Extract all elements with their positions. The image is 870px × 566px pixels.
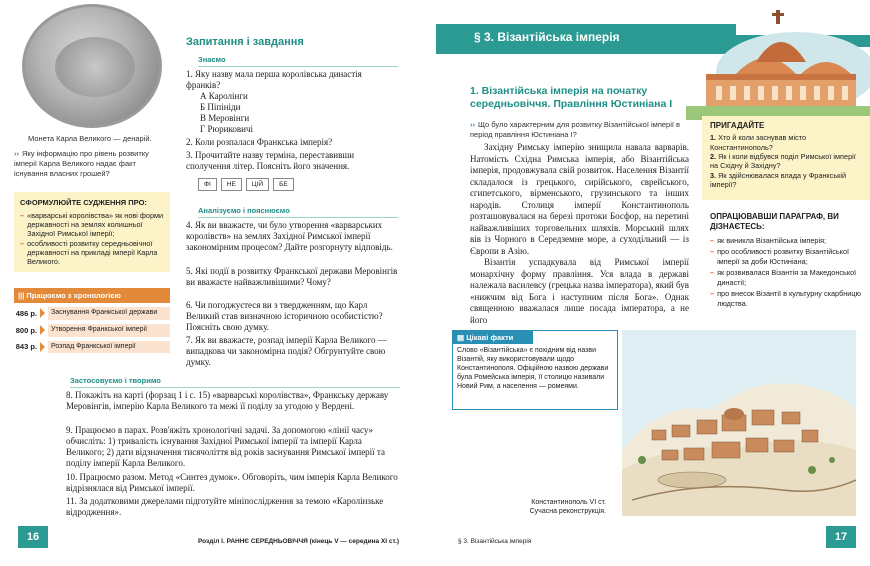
chronology-icon: ||| <box>18 291 25 300</box>
coin-question: ›› Яку інформацію про рівень розвитку імперії Карла Великого надає факт існування власних грошей? <box>14 149 149 178</box>
question-3: 3. Прочитайте назву терміна, переставивши сполучення літер. Поясніть його значення. <box>186 150 355 171</box>
constantinople-illustration <box>622 330 856 516</box>
coin-caption: Монета Карла Великого — денарій. <box>28 134 152 143</box>
question-11: 11. За додатковими джерелами підготуйте мініпослідження за темою «Каролінзьке відродження». <box>66 496 384 517</box>
analyze-label: Аналізуємо і пояснюємо <box>198 206 290 215</box>
remember-box <box>702 116 870 200</box>
tag: ЦІЙ <box>246 178 269 191</box>
remember-title: ПРИГАДАЙТЕ <box>710 121 765 130</box>
judgement-title: СФОРМУЛЮЙТЕ СУДЖЕННЯ ПРО: <box>20 198 147 207</box>
apply-label: Застосовуємо і творимо <box>70 376 161 385</box>
hagia-sophia-illustration <box>686 2 870 120</box>
question-9: 9. Працюємо в парах. Розв'яжіть хронологічні задачі. За допомогою «лінії часу» обчисліть: 1) тривалість існування Західної Римської імперії та імперії Карла Великого; 2) дати відзначення тисячоліття від років заснування Римської імперії та поділу імперії Карла Великого. <box>66 425 385 468</box>
learn-box <box>702 212 870 310</box>
list-item: 2. Як і коли відбувся поділ Римської імперії на Східну й Західну? <box>710 151 856 171</box>
question-5: 5. Які події в розвитку Франкської держави Меровінгів ви вважаєте найважливішими? Чому? <box>186 266 398 287</box>
page-number: 16 <box>18 526 48 548</box>
paragraph: Західну Римську імперію знищила навала варварів. Натомість Східна Римська імперія, або Візантійська імперія, продовжувала свій розвиток. Населення Візантії складалося із грецького, сирійського, єврейського, єгипетського, вірменського, грузинського та інших народів. Столиця імперії Константинополь розташовувалася на березі протоки Босфор, на перетині найважливіших торговельних шляхів. Морський шлях вів із Чорного в Середземне море, а суходільний — із Європи в Азію. <box>470 142 689 256</box>
facts-title: ▤ Цікаві факти <box>453 331 533 344</box>
page-number: 17 <box>826 526 856 548</box>
chronology-box <box>14 288 170 353</box>
facts-text: Слово «Візантійська» є похідним від назви Візантій, яку використовували щодо Константинополя. Офіційною назвою держави була Ромейська імперія, її столицю називали Новий Рим, а населення — ромеями. <box>457 347 609 390</box>
body-text <box>470 142 689 326</box>
page-footer: Розділ І. РАННЄ СЕРЕДНЬОВІЧЧЯ (кінець V — середина XI ст.) <box>198 538 400 545</box>
list-item: – як виникла Візантійська імперія; <box>710 235 827 245</box>
term-tags <box>198 178 294 191</box>
chronology-title: ||| Працюємо з хронологією <box>14 288 170 303</box>
question-7: 7. Як ви вважаєте, розпад імперії Карла Великого — випадкова чи закономірна подія? Обгрунтуйте свою думку. <box>186 335 387 367</box>
section-title: 1. Візантійська імперія на початку середньовіччя. Правління Юстиніана I <box>470 85 673 110</box>
facts-box <box>452 330 618 410</box>
tag: БЕ <box>273 178 294 191</box>
paragraph-title: § 3. Візантійська імперія <box>474 30 620 44</box>
question-2: 2. Коли розпалася Франкська імперія? <box>186 137 333 147</box>
list-item: – про особливості розвитку Візантійської імперії за доби Юстиніана; <box>710 247 850 266</box>
judgement-box <box>14 192 170 272</box>
question-8: 8. Покажіть на карті (форзац 1 і с. 15) «варварські королівства», Франкську державу Меровінгів, імперію Карла Великого та межі її поділу за угодою у Вердені. <box>66 390 389 411</box>
question-6: 6. Чи погоджуєтеся ви з твердженням, що Карл Великий став визначною історичною особистістю? Поясніть свою думку. <box>186 300 383 332</box>
tag: НЕ <box>221 178 242 191</box>
know-label: Знаємо <box>198 55 226 64</box>
coin-portrait <box>55 37 135 97</box>
question-10: 10. Працюємо разом. Метод «Синтез думок». Обговоріть, чим імперія Карла Великого відрізнялася від Римської імперії. <box>66 472 398 493</box>
left-page <box>0 0 430 566</box>
page-footer: § 3. Візантійська імперія <box>458 538 532 545</box>
chronology-row: 843 р. Розпад Франкської імперії <box>14 341 170 354</box>
divider <box>198 66 398 67</box>
list-item: – «варварські королівства» як нові форми державності на землях колишньої Західної Римської імперії; <box>20 210 164 239</box>
coin-image <box>22 4 162 128</box>
learn-title: ОПРАЦЮВАВШИ ПАРАГРАФ, ВИ ДІЗНАЄТЕСЬ: <box>710 212 839 232</box>
illustration-caption: Константинополь VI ст. Сучасна реконструкція. <box>529 499 606 516</box>
arrow-icon: ›› <box>470 120 475 129</box>
paragraph: Візантія успадкувала від Римської імперії монархічну форму правління. Уся влада в державі належала василевсу (грецька назва імператора), який був «нижчим від Бога і наступним після Бога». Однак священною вважалася лише посада імператора, а не його <box>470 257 689 325</box>
tag: ФІ <box>198 178 217 191</box>
list-item: – як розвивалася Візантія за Македонської династії; <box>710 268 857 287</box>
list-item: – особливості розвитку середньовічної державності на прикладі імперії Карла Великого. <box>20 238 158 267</box>
list-item: 1. Хто й коли заснував місто Константинополь? <box>710 133 807 152</box>
chronology-row: 800 р. Утворення Франкської імперії <box>14 324 170 337</box>
right-page <box>436 0 870 566</box>
divider <box>198 217 398 218</box>
chronology-row: 486 р. Заснування Франкської держави <box>14 307 170 320</box>
note-icon: ▤ <box>457 333 465 342</box>
divider <box>70 387 400 388</box>
section-question: ›› Що було характерним для розвитку Візантійської імперії в період правління Юстиніана I? <box>470 120 681 139</box>
list-item: 3. Як здійснювалася влада у Франкській імперії? <box>710 170 847 189</box>
list-item: – про внесок Візантії в культурну скарбницю людства. <box>710 289 862 308</box>
arrow-icon: ›› <box>14 149 19 158</box>
question-1: 1. Яку назву мала перша королівська династія франків? А Каролінги Б Піпініди В Меровінги Г Рюриковичі <box>186 69 362 134</box>
question-4: 4. Як ви вважаєте, чи було утворення «варварських королівств» на землях Західної Римської імперії закономірним процесом? Дайте розгорнуту відповідь. <box>186 220 393 252</box>
questions-title: Запитання і завдання <box>186 36 304 48</box>
